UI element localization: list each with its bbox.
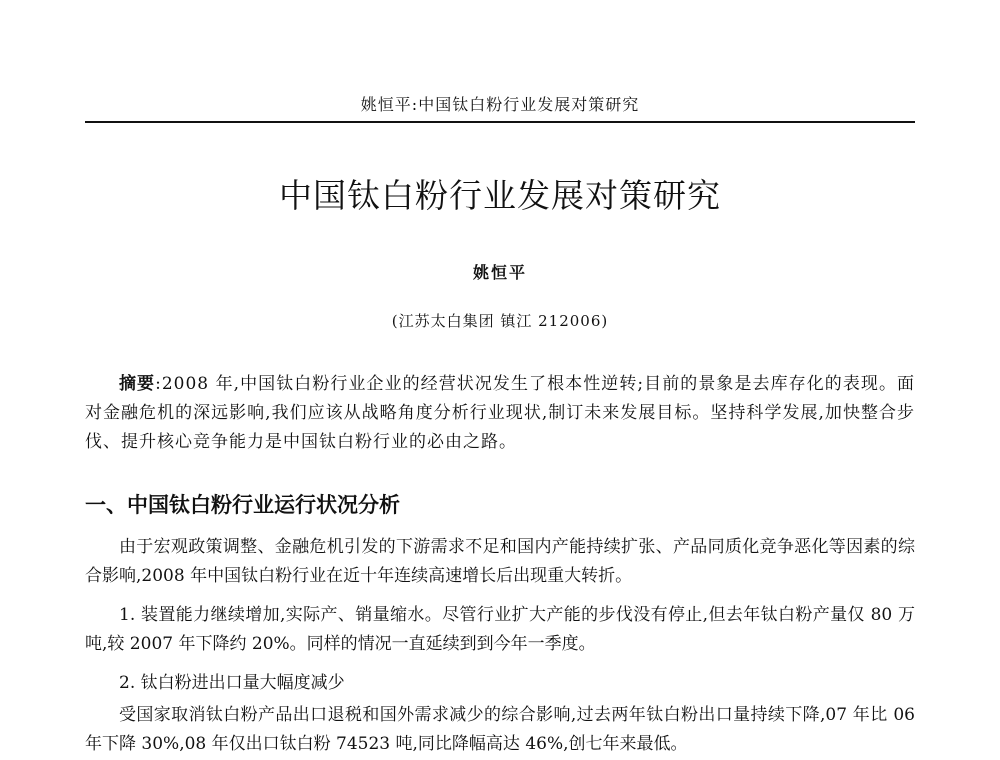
abstract-text: :2008 年,中国钛白粉行业企业的经营状况发生了根本性逆转;目前的景象是去库存化的表现。面对金融危机的深远影响,我们应该从战略角度分析行业现状,制订未来发展目标。坚持科学发展,加快整合步伐、提升核心竞争能力是中国钛白粉行业的必由之路。 <box>85 374 916 452</box>
body-paragraph: 由于宏观政策调整、金融危机引发的下游需求不足和国内产能持续扩张、产品同质化竞争恶化等因素的综合影响,2008 年中国钛白粉行业在近十年连续高速增长后出现重大转折。 <box>85 537 915 586</box>
running-head: 姚恒平:中国钛白粉行业发展对策研究 <box>360 95 640 114</box>
abstract-label: 摘要 <box>119 374 156 394</box>
header-rule <box>85 121 915 123</box>
body-paragraph: 1. 装置能力继续增加,实际产、销量缩水。尽管行业扩大产能的步伐没有停止,但去年钛白粉产量仅 80 万吨,较 2007 年下降约 20%。同样的情况一直延续到到今年一季度。 <box>85 605 915 654</box>
body-paragraph: 受国家取消钛白粉产品出口退税和国外需求减少的综合影响,过去两年钛白粉出口量持续下降,07 年比 06 年下降 30%,08 年仅出口钛白粉 74523 吨,同比降幅高达 46%,创七年来最低。 <box>85 705 915 754</box>
paper-title: 中国钛白粉行业发展对策研究 <box>279 176 721 215</box>
section-heading: 一、中国钛白粉行业运行状况分析 <box>85 493 400 517</box>
abstract <box>85 370 915 457</box>
affiliation: (江苏太白集团 镇江 212006) <box>391 312 609 330</box>
body-paragraph: 2. 钛白粉进出口量大幅度减少 <box>119 673 345 693</box>
author: 姚恒平 <box>472 263 527 282</box>
